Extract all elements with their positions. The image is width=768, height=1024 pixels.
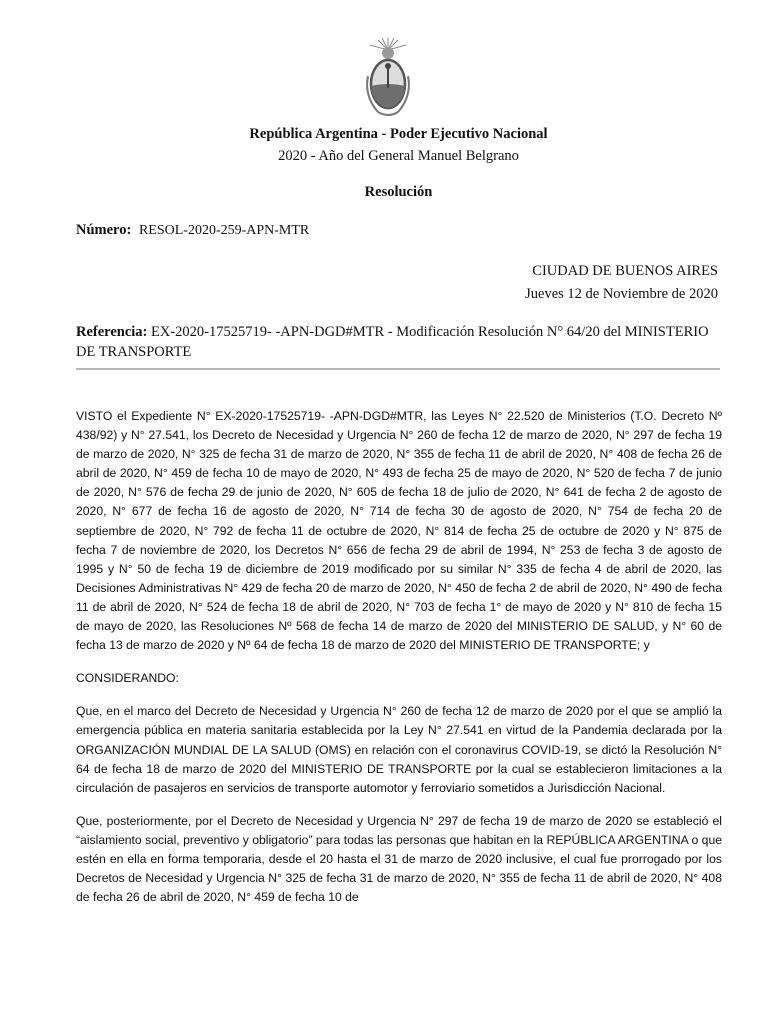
place: CIUDAD DE BUENOS AIRES: [532, 263, 718, 279]
header-country: República Argentina - Poder Ejecutivo Nacional: [249, 126, 548, 142]
date: Jueves 12 de Noviembre de 2020: [525, 286, 718, 302]
numero-label: Número:: [76, 222, 132, 238]
document-body: [76, 407, 722, 921]
referencia-text: EX-2020-17525719- -APN-DGD#MTR - Modificación Resolución N° 64/20 del MINISTERIO DE TRANSPORTE: [76, 324, 709, 360]
divider: [76, 368, 720, 370]
referencia-label: Referencia:: [76, 324, 148, 340]
paragraph: Que, en el marco del Decreto de Necesidad y Urgencia N° 260 de fecha 12 de marzo de 2020 por el que se amplió la emergencia pública en materia sanitaria establecida por la Ley N° 27.541 en virtud de la Pandemia declarada por la ORGANIZACIÓN MUNDIAL DE LA SALUD (OMS) en relación con el coronavirus COVID-19, se dictó la Resolución N° 64 de fecha 18 de marzo de 2020 del MINISTERIO DE TRANSPORTE por la cual se establecieron limitaciones a la circulación de pasajeros en servicios de transporte automotor y ferroviario sometidos a Jurisdicción Nacional.: [76, 704, 722, 795]
paragraph-considerando: CONSIDERANDO:: [76, 671, 179, 686]
paragraph-visto: VISTO el Expediente N° EX-2020-17525719- -APN-DGD#MTR, las Leyes N° 22.520 de Ministerios (T.O. Decreto Nº 438/92) y N° 27.541, los Decreto de Necesidad y Urgencia N° 260 de fecha 12 de marzo de 2020, N° 297 de fecha 19 de marzo de 2020, N° 325 de fecha 31 de marzo de 2020, N° 355 de fecha 11 de abril de 2020, N° 408 de fecha 26 de abril de 2020, N° 459 de fecha 10 de mayo de 2020, N° 493 de fecha 25 de mayo de 2020, N° 520 de fecha 7 de junio de 2020, N° 576 de fecha 29 de junio de 2020, N° 605 de fecha 18 de julio de 2020, N° 641 de fecha 2 de agosto de 2020, N° 677 de fecha 16 de agosto de 2020, N° 714 de fecha 30 de agosto de 2020, N° 754 de fecha 20 de septiembre de 2020, N° 792 de fecha 11 de octubre de 2020, N° 814 de fecha 25 de octubre de 2020 y N° 875 de fecha 7 de noviembre de 2020, los Decretos N° 656 de fecha 29 de abril de 1994, N° 253 de fecha 3 de agosto de 1995 y N° 50 de fecha 19 de diciembre de 2019 modificado por su similar N° 335 de fecha 4 de abril de 2020, las Decisiones Administrativas N° 429 de fecha 20 de marzo de 2020, N° 450 de fecha 2 de abril de 2020, N° 490 de fecha 11 de abril de 2020, N° 524 de fecha 18 de abril de 2020, N° 703 de fecha 1° de mayo de 2020 y N° 810 de fecha 15 de mayo de 2020, las Resoluciones Nº 568 de fecha 14 de marzo de 2020 del MINISTERIO DE SALUD, y N° 60 de fecha 13 de marzo de 2020 y Nº 64 de fecha 18 de marzo de 2020 del MINISTERIO DE TRANSPORTE; y: [76, 409, 722, 653]
numero-line: [76, 222, 309, 239]
numero-value: RESOL-2020-259-APN-MTR: [138, 223, 310, 238]
referencia: [76, 322, 720, 362]
document-type-title: Resolución: [364, 184, 433, 200]
paragraph: Que, posteriormente, por el Decreto de Necesidad y Urgencia N° 297 de fecha 19 de marzo de 2020 se estableció el “aislamiento social, preventivo y obligatorio” para todas las personas que habitan en la REPÚBLICA ARGENTINA o que estén en ella en forma temporaria, desde el 20 hasta el 31 de marzo de 2020 inclusive, el cual fue prorrogado por los Decretos de Necesidad y Urgencia N° 325 de fecha 31 de marzo de 2020, N° 355 de fecha 11 de abril de 2020, N° 408 de fecha 26 de abril de 2020, N° 459 de fecha 10 de: [76, 813, 722, 905]
header-year-motto: 2020 - Año del General Manuel Belgrano: [278, 148, 519, 164]
coat-of-arms-icon: [360, 36, 416, 120]
